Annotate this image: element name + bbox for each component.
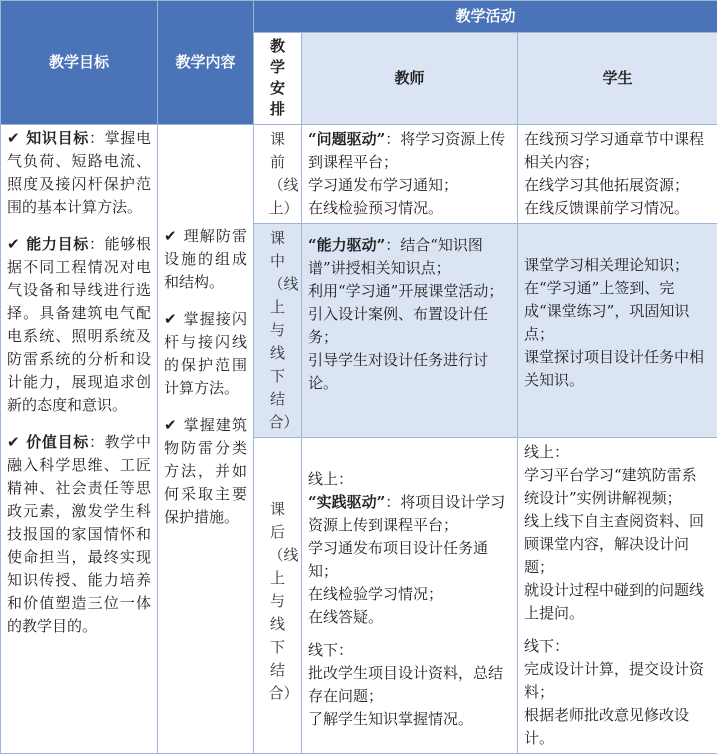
student-line: 完成设计计算，提交设计资料； xyxy=(524,658,711,704)
header-content: 教学内容 xyxy=(158,1,254,125)
teacher-line: ：将学习资源上传到课程平台； xyxy=(308,130,505,171)
content-item-3: 掌握建筑物防雷分类方法，并如何采取主要保护措施。 xyxy=(164,416,247,526)
header-student: 学生 xyxy=(518,33,717,125)
phase-before-class: 课前（线上） xyxy=(254,125,302,224)
teacher-line: ：将项目设计学习资源上传到课程平台； xyxy=(308,493,505,534)
content-item-2: 掌握接闪杆与接闪线的保护范围计算方法。 xyxy=(164,310,247,397)
student-line: 学习平台学习“建筑防雷系统设计”实例讲解视频； xyxy=(524,464,711,510)
teacher-line: 在线检验学习情况； xyxy=(308,583,511,606)
check-icon: ✔ xyxy=(164,227,177,245)
teacher-line: 在线答疑。 xyxy=(308,606,511,629)
offline-label: 线下： xyxy=(524,635,711,658)
knowledge-goal-text: ：掌握电气负荷、短路电流、照度及接闪杆保护范围的基本计算方法。 xyxy=(7,129,151,216)
header-arrangement: 教学安排 xyxy=(254,33,302,125)
teacher-line: 在线检验预习情况。 xyxy=(308,197,511,220)
online-label: 线上： xyxy=(308,468,511,491)
teacher-line: ：结合“知识图谱”讲授相关知识点； xyxy=(308,236,483,277)
student-line: 课堂探讨项目设计任务中相关知识。 xyxy=(524,346,711,392)
offline-label: 线下： xyxy=(308,639,511,662)
student-line: 在线学习其他拓展资源； xyxy=(524,174,711,197)
student-line: 在“学习通”上签到、完成“课堂练习”，巩固知识点； xyxy=(524,277,711,346)
teacher-line: 批改学生项目设计资料，总结存在问题； xyxy=(308,662,511,708)
ability-goal-title: 能力目标 xyxy=(26,235,89,253)
value-goal-title: 价值目标 xyxy=(26,433,89,451)
knowledge-goal-title: 知识目标 xyxy=(26,129,89,147)
student-in-class xyxy=(518,224,717,438)
phase-in-class: 课中（线上与线下结合） xyxy=(254,224,302,438)
online-label: 线上： xyxy=(524,441,711,464)
header-activity: 教学活动 xyxy=(254,1,717,33)
drive-label: “问题驱动” xyxy=(308,130,385,148)
content-cell xyxy=(158,125,254,754)
header-goals: 教学目标 xyxy=(1,1,158,125)
drive-label: “实践驱动” xyxy=(308,493,385,511)
drive-label: “能力驱动” xyxy=(308,236,385,254)
content-item-1: 理解防雷设施的组成和结构。 xyxy=(164,227,247,291)
teacher-line: 学习通发布项目设计任务通知； xyxy=(308,537,511,583)
check-icon: ✔ xyxy=(7,433,20,451)
teacher-in-class xyxy=(302,224,518,438)
student-line: 课堂学习相关理论知识； xyxy=(524,254,711,277)
goals-cell xyxy=(1,125,158,754)
check-icon: ✔ xyxy=(164,310,177,328)
student-line: 在线预习学习通章节中课程相关内容； xyxy=(524,128,711,174)
teacher-line: 引入设计案例、布置设计任务； xyxy=(308,303,511,349)
ability-goal-text: ：能够根据不同工程情况对电气设备和导线进行选择。具备建筑电气配电系统、照明系统及防雷系统的分析和设计能力，展现追求创新的态度和意识。 xyxy=(7,235,151,414)
student-line: 就设计过程中碰到的问题线上提问。 xyxy=(524,579,711,625)
teacher-before-class xyxy=(302,125,518,224)
teacher-after-class xyxy=(302,438,518,754)
header-teacher: 教师 xyxy=(302,33,518,125)
phase-after-class: 课后（线上与线下结合） xyxy=(254,438,302,754)
student-line: 在线反馈课前学习情况。 xyxy=(524,197,711,220)
check-icon: ✔ xyxy=(164,416,177,434)
student-before-class xyxy=(518,125,717,224)
teacher-line: 了解学生知识掌握情况。 xyxy=(308,708,511,731)
value-goal-text: ：教学中融入科学思维、工匠精神、社会责任等思政元素，激发学生科技报国的家国情怀和使命担当，最终实现知识传授、能力培养和价值塑造三位一体的教学目的。 xyxy=(7,433,151,635)
teacher-line: 引导学生对设计任务进行讨论。 xyxy=(308,349,511,395)
student-line: 线上线下自主查阅资料、回顾课堂内容，解决设计问题； xyxy=(524,510,711,579)
teacher-line: 学习通发布学习通知； xyxy=(308,174,511,197)
teacher-line: 利用“学习通”开展课堂活动； xyxy=(308,280,511,303)
check-icon: ✔ xyxy=(7,129,20,147)
student-after-class xyxy=(518,438,717,754)
student-line: 根据老师批改意见修改设计。 xyxy=(524,704,711,750)
check-icon: ✔ xyxy=(7,235,20,253)
